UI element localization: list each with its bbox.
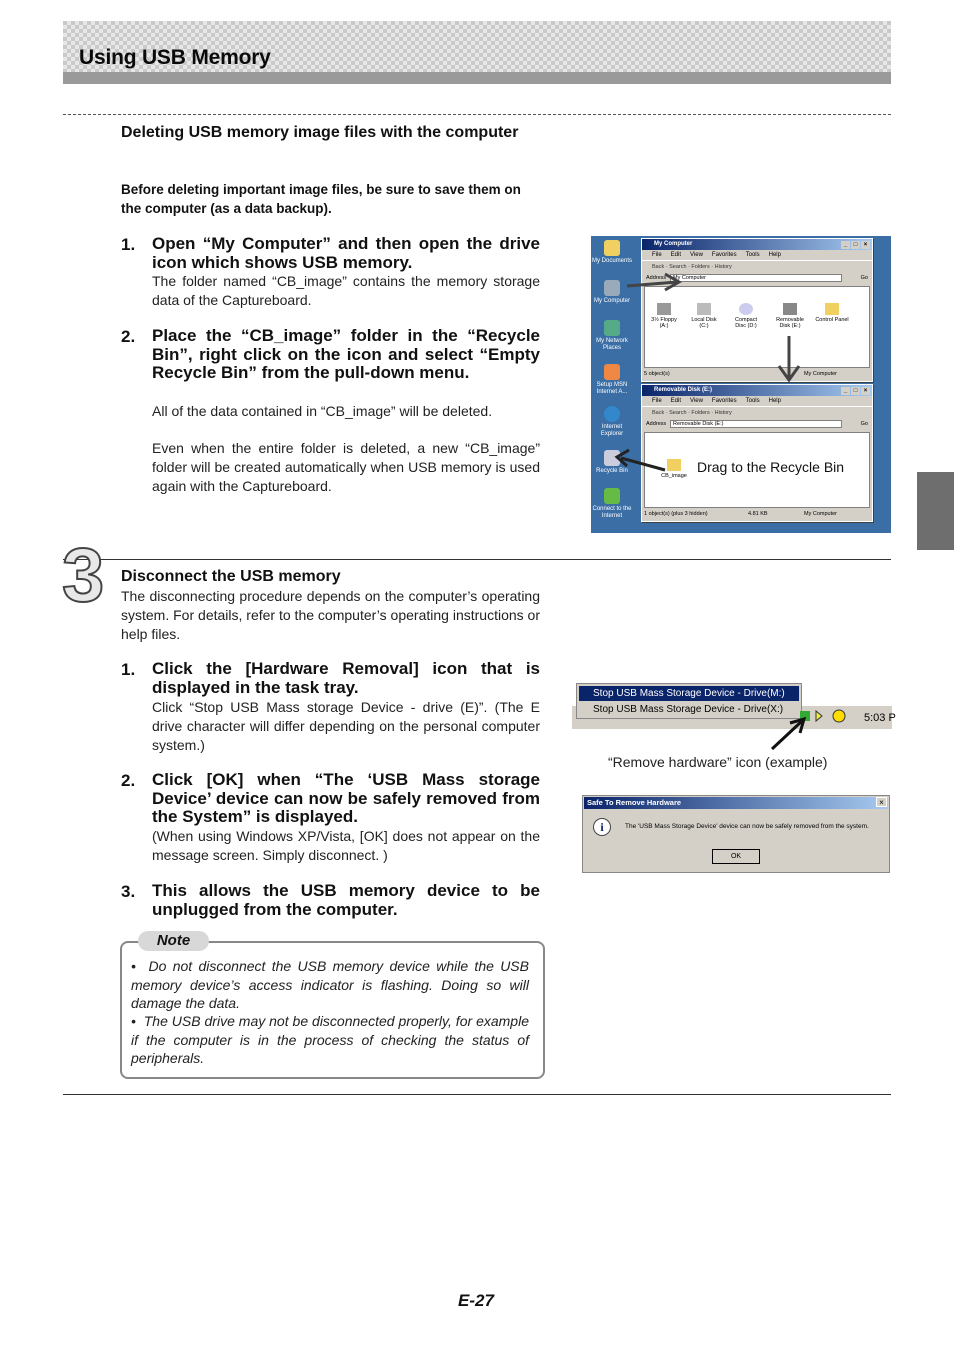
drive-item-local-disk[interactable]: Local Disk (C:)	[687, 303, 721, 329]
desktop-icon-network[interactable]: My Network Places	[591, 320, 633, 352]
status-bar: 5 object(s) My Computer	[644, 371, 838, 377]
menu-edit[interactable]: Edit	[670, 398, 682, 404]
toolbar[interactable]: Back · Search · Folders · History	[642, 260, 872, 272]
step-title: Place the “CB_image” folder in the “Recycle Bin”, right click on the icon and select “Empty Recycle Bin” from the pull-down menu.	[152, 326, 540, 382]
desktop-icon-ie[interactable]: Internet Explorer	[591, 406, 633, 438]
menu-file[interactable]: File	[652, 398, 662, 404]
disconnect-body: The disconnecting procedure depends on the computer’s operating system. For details, refer to the computer’s operating instructions or help files.	[121, 588, 540, 642]
dialog-message: The 'USB Mass Storage Device' device can now be safely removed from the system.	[625, 823, 869, 830]
menu-view[interactable]: View	[690, 398, 703, 404]
minimize-button[interactable]: _	[841, 387, 850, 395]
desktop-screenshot	[591, 236, 891, 533]
menu-tools[interactable]: Tools	[745, 252, 760, 258]
page-title: Using USB Memory	[79, 46, 271, 69]
page-number: E-27	[458, 1291, 494, 1310]
step-number: 3.	[121, 882, 136, 901]
tray-caption: “Remove hardware” icon (example)	[608, 754, 828, 770]
menu-tools[interactable]: Tools	[745, 398, 760, 404]
menu-view[interactable]: View	[690, 252, 703, 258]
step-number: 2.	[121, 327, 136, 346]
address-bar: Address My Computer Go	[642, 272, 872, 284]
go-button[interactable]: Go	[860, 275, 868, 281]
instruction-arrows	[591, 236, 891, 533]
address-input[interactable]: My Computer	[670, 274, 842, 282]
drag-caption: Drag to the Recycle Bin	[697, 459, 845, 475]
step-number: 1.	[121, 660, 136, 679]
bottom-divider	[63, 1094, 891, 1095]
maximize-button[interactable]: □	[851, 387, 860, 395]
stop-usb-drive-m[interactable]: Stop USB Mass Storage Device - Drive(M:)	[579, 686, 799, 701]
step-title: This allows the USB memory device to be unplugged from the computer.	[152, 881, 540, 919]
address-bar: Address Removable Disk (E:) Go	[642, 418, 872, 430]
menu-favorites[interactable]: Favorites	[711, 252, 737, 258]
drive-item-floppy[interactable]: 3½ Floppy (A:)	[647, 303, 681, 329]
backup-warning: Before deleting important image files, be sure to save them on the computer (as a data backup).	[121, 182, 521, 216]
step-body: (When using Windows XP/Vista, [OK] does not appear on the message screen. Simply disconnect. )	[152, 828, 540, 863]
safe-remove-dialog	[582, 795, 890, 873]
drive-item-control-panel[interactable]: Control Panel	[815, 303, 849, 323]
address-input[interactable]: Removable Disk (E:)	[670, 420, 842, 428]
ok-button[interactable]: OK	[712, 849, 760, 864]
step-body: The folder named “CB_image” contains the memory storage data of the Captureboard.	[152, 273, 540, 308]
drive-item-cd[interactable]: Compact Disc (D:)	[729, 303, 763, 329]
stop-usb-drive-x[interactable]: Stop USB Mass Storage Device - Drive(X:)	[593, 704, 784, 715]
window-titlebar[interactable]: Removable Disk (E:) _ □ ×	[642, 385, 872, 396]
toolbar[interactable]: Back · Search · Folders · History	[642, 406, 872, 418]
arrow-to-drive	[627, 282, 677, 286]
section-divider	[63, 559, 891, 560]
menu-favorites[interactable]: Favorites	[711, 398, 737, 404]
delete-heading: Deleting USB memory image files with the computer	[121, 124, 519, 141]
dialog-titlebar[interactable]: Safe To Remove Hardware	[584, 797, 888, 809]
status-bar: 1 object(s) (plus 3 hidden) 4.81 KB My Computer	[644, 511, 838, 517]
go-button[interactable]: Go	[860, 421, 868, 427]
maximize-button[interactable]: □	[851, 241, 860, 249]
chapter-tab	[917, 472, 954, 550]
desktop-icon-my-documents[interactable]: My Documents	[591, 240, 633, 265]
menu-help[interactable]: Help	[768, 398, 781, 404]
menu-file[interactable]: File	[652, 252, 662, 258]
desktop-icon-msn[interactable]: Setup MSN Internet A...	[591, 364, 633, 396]
disconnect-heading: Disconnect the USB memory	[121, 568, 341, 585]
network-tray-icon[interactable]	[833, 710, 845, 722]
step-number: 2.	[121, 771, 136, 790]
arrow-to-tray-icon	[772, 721, 802, 749]
close-button[interactable]: ×	[861, 387, 870, 395]
tray-clock: 5:03 P	[864, 712, 896, 724]
step-body: Click “Stop USB Mass storage Device - drive (E)”. (The E drive character will differ depending on the personal computer system.)	[152, 699, 540, 753]
desktop-icon-my-computer[interactable]: My Computer	[591, 280, 633, 305]
note-item: • Do not disconnect the USB memory device while the USB memory device’s access indicator is flashing. Doing so will damage the data.	[131, 958, 529, 1011]
step-big-number: 3	[62, 533, 105, 618]
folder-cb-image[interactable]: CB_image	[657, 459, 691, 479]
dotted-divider	[63, 114, 891, 115]
window-titlebar[interactable]: My Computer _ □ ×	[642, 239, 872, 250]
step-title: Click the [Hardware Removal] icon that is displayed in the task tray.	[152, 659, 540, 697]
tray-icons	[766, 705, 866, 751]
minimize-button[interactable]: _	[841, 241, 850, 249]
note-item: • The USB drive may not be disconnected properly, for example if the computer is in the process of checking the status of peripherals.	[131, 1013, 529, 1066]
volume-icon[interactable]	[816, 711, 822, 721]
step-body-extra: Even when the entire folder is deleted, a new “CB_image” folder will be created automatically when USB memory is used again with the Captureboard.	[152, 440, 540, 494]
step-title: Open “My Computer” and then open the drive icon which shows USB memory.	[152, 234, 540, 272]
menu-help[interactable]: Help	[768, 252, 781, 258]
dialog-close-button[interactable]: ×	[876, 797, 887, 807]
step-title: Click [OK] when “The ‘USB Mass storage Device’ device can now be safely removed from the System” is displayed.	[152, 770, 540, 826]
step-body: All of the data contained in “CB_image” will be deleted.	[152, 403, 493, 419]
note-label: Note	[138, 931, 209, 951]
menu-edit[interactable]: Edit	[670, 252, 682, 258]
desktop-icon-connect[interactable]: Connect to the Internet	[591, 488, 633, 520]
info-icon: i	[593, 818, 611, 836]
desktop-icon-recycle-bin[interactable]: Recycle Bin	[591, 450, 633, 475]
drive-item-removable[interactable]: Removable Disk (E:)	[773, 303, 807, 329]
step-number: 1.	[121, 235, 136, 254]
close-button[interactable]: ×	[861, 241, 870, 249]
header-banner-shadow	[63, 72, 891, 84]
arrow-to-recycle-bin	[621, 458, 665, 470]
